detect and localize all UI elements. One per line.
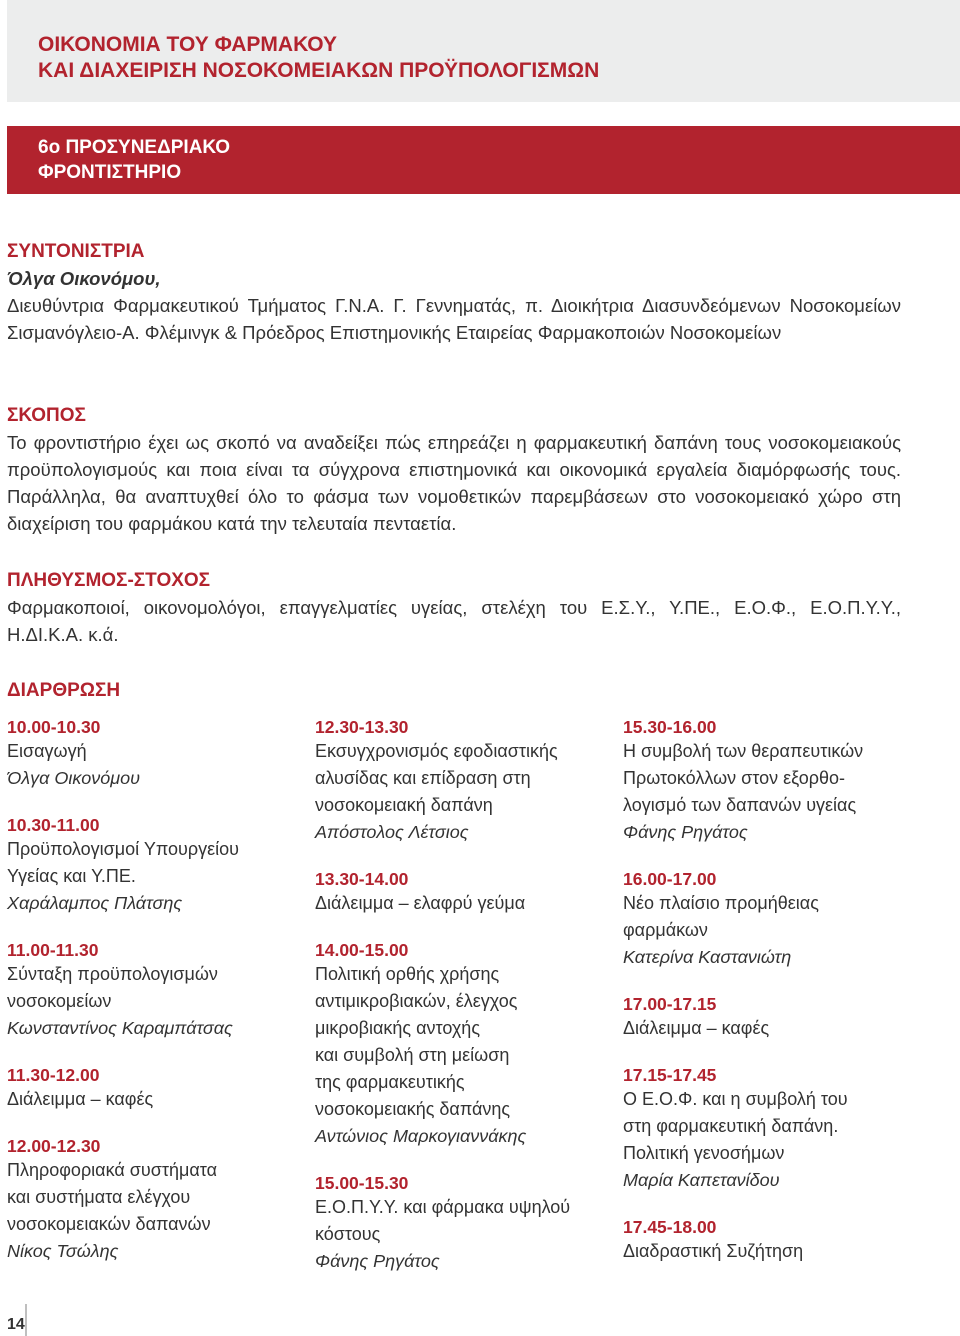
program-session: [623, 1216, 919, 1265]
document-title: [38, 32, 599, 84]
program-session: [315, 716, 611, 846]
program-column-2: [315, 716, 611, 1297]
program-session: [7, 1135, 303, 1265]
session-time: 15.00-15.30: [315, 1173, 409, 1193]
session-speaker: Φάνης Ρηγάτος: [623, 822, 748, 842]
session-speaker: Χαράλαμπος Πλάτσης: [7, 893, 183, 913]
session-title: Διάλειμμα – καφές: [623, 1018, 770, 1038]
document-subtitle: [38, 135, 230, 185]
session-speaker: Νίκος Τσώλης: [7, 1241, 119, 1261]
session-time: 17.00-17.15: [623, 994, 717, 1014]
session-speaker: Κατερίνα Καστανιώτη: [623, 947, 792, 967]
program-session: [623, 993, 919, 1042]
audience-text: Φαρμακοποιοί, οικονομολόγοι, επαγγελματίες υγείας, στελέχη του Ε.Σ.Υ., Υ.ΠΕ., Ε.Ο.Φ., Ε.Ο.Π.Υ.Υ., Η.ΔΙ.Κ.Α. κ.ά.: [7, 597, 901, 645]
subtitle-line-1: 6ο ΠΡΟΣΥΝΕΔΡΙΑΚΟ: [38, 137, 231, 158]
session-speaker: Φάνης Ρηγάτος: [315, 1251, 440, 1271]
session-title: Πολιτική ορθής χρήσης αντιμικροβιακών, έλεγχος μικροβιακής αντοχής και συμβολή στη μείωση της φαρμακευτικής νοσοκομειακής δαπάνης: [315, 964, 518, 1119]
session-title: Ε.Ο.Π.Υ.Υ. και φάρμακα υψηλού κόστους: [315, 1197, 571, 1244]
audience-heading: ΠΛΗΘΥΣΜΟΣ-ΣΤΟΧΟΣ: [7, 570, 211, 591]
session-time: 14.00-15.00: [315, 940, 409, 960]
session-title: Σύνταξη προϋπολογισμών νοσοκομείων: [7, 964, 218, 1011]
session-time: 11.30-12.00: [7, 1065, 100, 1085]
session-time: 15.30-16.00: [623, 717, 717, 737]
session-title: Διαδραστική Συζήτηση: [623, 1241, 804, 1261]
title-line-1: ΟΙΚΟΝΟΜΙΑ ΤΟΥ ΦΑΡΜΑΚΟΥ: [38, 33, 338, 56]
session-title: Νέο πλαίσιο προμήθειας φαρμάκων: [623, 893, 819, 940]
page-divider: [25, 1304, 27, 1336]
audience-section: [7, 567, 901, 648]
program-session: [7, 814, 303, 917]
program-session: [623, 716, 919, 846]
session-title: Η συμβολή των θεραπευτικών Πρωτοκόλλων στον εξορθο- λογισμό των δαπανών υγείας: [623, 741, 864, 815]
coordinator-name: Όλγα Οικονόμου,: [7, 268, 161, 289]
program-column-3: [623, 716, 919, 1287]
purpose-heading: ΣΚΟΠΟΣ: [7, 405, 86, 426]
session-title: Διάλειμμα – καφές: [7, 1089, 154, 1109]
session-time: 10.30-11.00: [7, 815, 100, 835]
program-session: [7, 939, 303, 1042]
program-session: [315, 939, 611, 1150]
session-time: 17.15-17.45: [623, 1065, 717, 1085]
program-heading: ΔΙΑΡΘΡΩΣΗ: [7, 680, 121, 701]
purpose-section: [7, 402, 901, 537]
page-number: 14: [7, 1316, 25, 1333]
session-speaker: Μαρία Καπετανίδου: [623, 1170, 780, 1190]
coordinator-heading: ΣΥΝΤΟΝΙΣΤΡΙΑ: [7, 241, 145, 262]
session-time: 12.00-12.30: [7, 1136, 101, 1156]
program-session: [623, 1064, 919, 1194]
session-title: Πληροφοριακά συστήματα και συστήματα ελέγχου νοσοκομειακών δαπανών: [7, 1160, 217, 1234]
session-time: 12.30-13.30: [315, 717, 409, 737]
session-title: Εκσυγχρονισμός εφοδιαστικής αλυσίδας και επίδραση στη νοσοκομειακή δαπάνη: [315, 741, 558, 815]
session-title: Ο Ε.Ο.Φ. και η συμβολή του στη φαρμακευτική δαπάνη. Πολιτική γενοσήμων: [623, 1089, 848, 1163]
session-speaker: Κωνσταντίνος Καραμπάτσας: [7, 1018, 233, 1038]
session-time: 13.30-14.00: [315, 869, 409, 889]
session-time: 16.00-17.00: [623, 869, 717, 889]
coordinator-section: [7, 238, 901, 346]
program-session: [315, 1172, 611, 1275]
program-column-1: [7, 716, 303, 1287]
title-line-2: ΚΑΙ ΔΙΑΧΕΙΡΙΣΗ ΝΟΣΟΚΟΜΕΙΑΚΩΝ ΠΡΟΫΠΟΛΟΓΙΣΜΩΝ: [38, 59, 600, 82]
session-time: 11.00-11.30: [7, 940, 99, 960]
session-time: 10.00-10.30: [7, 717, 101, 737]
session-title: Διάλειμμα – ελαφρύ γεύμα: [315, 893, 526, 913]
subtitle-line-2: ΦΡΟΝΤΙΣΤΗΡΙΟ: [38, 162, 182, 183]
purpose-text: Το φροντιστήριο έχει ως σκοπό να αναδείξει πώς επηρεάζει η φαρμακευτική δαπάνη τους νοσοκομειακούς προϋπολογισμούς και ποια είναι τα σύγχρονα επιστημονικά και οικονομικά εργαλεία διαμόρφωσής τους. Παράλληλα, θα αναπτυχθεί όλο το φάσμα των νομοθετικών παρεμβάσεων στο νοσοκομειακό χώρο στη διαχείριση του φαρμάκου κατά την τελευταία πενταετία.: [7, 432, 901, 534]
session-speaker: Αντώνιος Μαρκογιαννάκης: [315, 1126, 527, 1146]
session-title: Προϋπολογισμοί Υπουργείου Υγείας και Υ.ΠΕ.: [7, 839, 239, 886]
session-speaker: Απόστολος Λέτσιος: [315, 822, 469, 842]
session-title: Εισαγωγή: [7, 741, 87, 761]
coordinator-description: Διευθύντρια Φαρμακευτικού Τμήματος Γ.Ν.Α. Γ. Γεννηματάς, π. Διοικήτρια Διασυνδεόμενων Νοσοκομείων Σισμανόγλειο-Α. Φλέμινγκ & Πρόεδρος Επιστημονικής Εταιρείας Φαρμακοποιών Νοσοκομείων: [7, 295, 901, 343]
program-session: [7, 1064, 303, 1113]
program-session: [315, 868, 611, 917]
program-session: [623, 868, 919, 971]
program-session: [7, 716, 303, 792]
session-speaker: Όλγα Οικονόμου: [7, 768, 140, 788]
session-time: 17.45-18.00: [623, 1217, 717, 1237]
